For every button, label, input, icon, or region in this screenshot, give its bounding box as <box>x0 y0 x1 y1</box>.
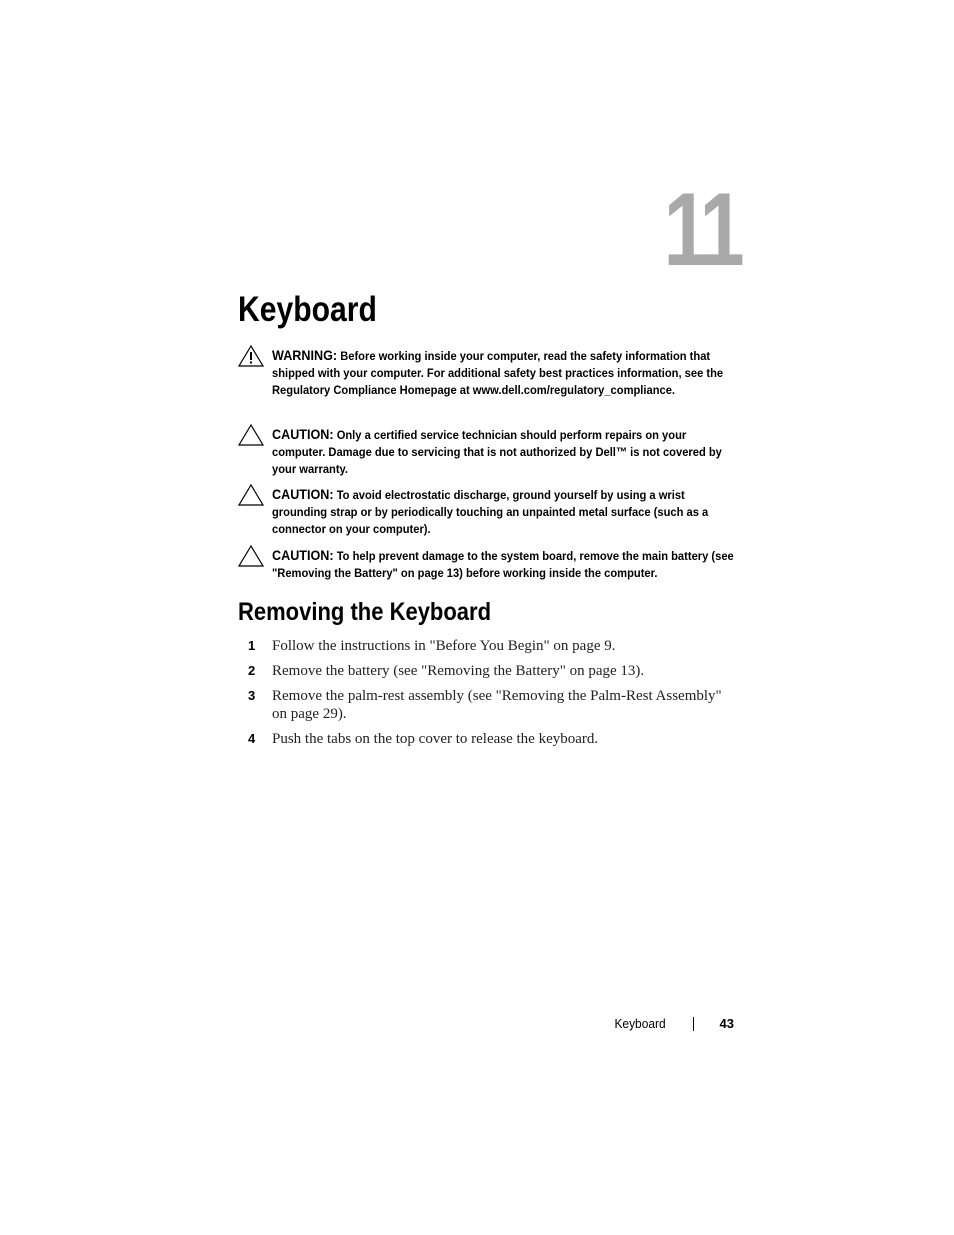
list-item <box>248 662 740 680</box>
list-item <box>248 687 740 723</box>
footer-divider <box>693 1017 694 1031</box>
notice-body: To help prevent damage to the system board, remove the main battery (see "Removing the Battery" on page 13) before working inside the computer. <box>272 549 734 580</box>
warning-text <box>272 347 742 399</box>
notice-label: WARNING: <box>272 347 338 363</box>
section-title: Removing the Keyboard <box>238 598 492 626</box>
caution-text <box>272 547 742 582</box>
step-number: 1 <box>248 638 256 653</box>
caution-text <box>272 426 742 478</box>
notice-label: CAUTION: <box>272 426 334 442</box>
notice-label: CAUTION: <box>272 547 334 563</box>
chapter-title: Keyboard <box>238 290 377 329</box>
footer-section-name: Keyboard <box>614 1016 666 1031</box>
list-item <box>248 730 740 748</box>
step-text: Remove the battery (see "Removing the Battery" on page 13). <box>272 663 645 679</box>
notice-label: CAUTION: <box>272 486 334 502</box>
caution-triangle-icon <box>238 545 264 567</box>
caution-text <box>272 486 742 538</box>
notice-body: To avoid electrostatic discharge, ground yourself by using a wrist grounding strap or by periodically touching an unpainted metal surface (such as a connector on your computer). <box>272 488 709 536</box>
caution-triangle-icon <box>238 484 264 506</box>
step-text: Remove the palm-rest assembly (see "Removing the Palm-Rest Assembly" on page 29). <box>272 688 722 722</box>
steps-list <box>248 637 740 755</box>
page-number: 43 <box>719 1016 734 1031</box>
notice-body: Only a certified service technician should perform repairs on your computer. Damage due to servicing that is not authorized by Dell™ is not covered by your warranty. <box>272 428 722 476</box>
chapter-number: 11 <box>663 172 740 288</box>
step-number: 4 <box>248 731 256 746</box>
step-text: Follow the instructions in "Before You Begin" on page 9. <box>272 638 616 654</box>
warning-triangle-icon <box>238 345 264 367</box>
page-footer <box>560 1016 736 1034</box>
list-item <box>248 637 740 655</box>
notice-body: Before working inside your computer, read the safety information that shipped with your computer. For additional safety best practices information, see the Regulatory Compliance Homepage at www.dell.com/regulatory_compliance. <box>272 349 724 397</box>
step-number: 3 <box>248 688 256 703</box>
caution-triangle-icon <box>238 424 264 446</box>
step-number: 2 <box>248 663 256 678</box>
step-text: Push the tabs on the top cover to release the keyboard. <box>272 731 599 747</box>
